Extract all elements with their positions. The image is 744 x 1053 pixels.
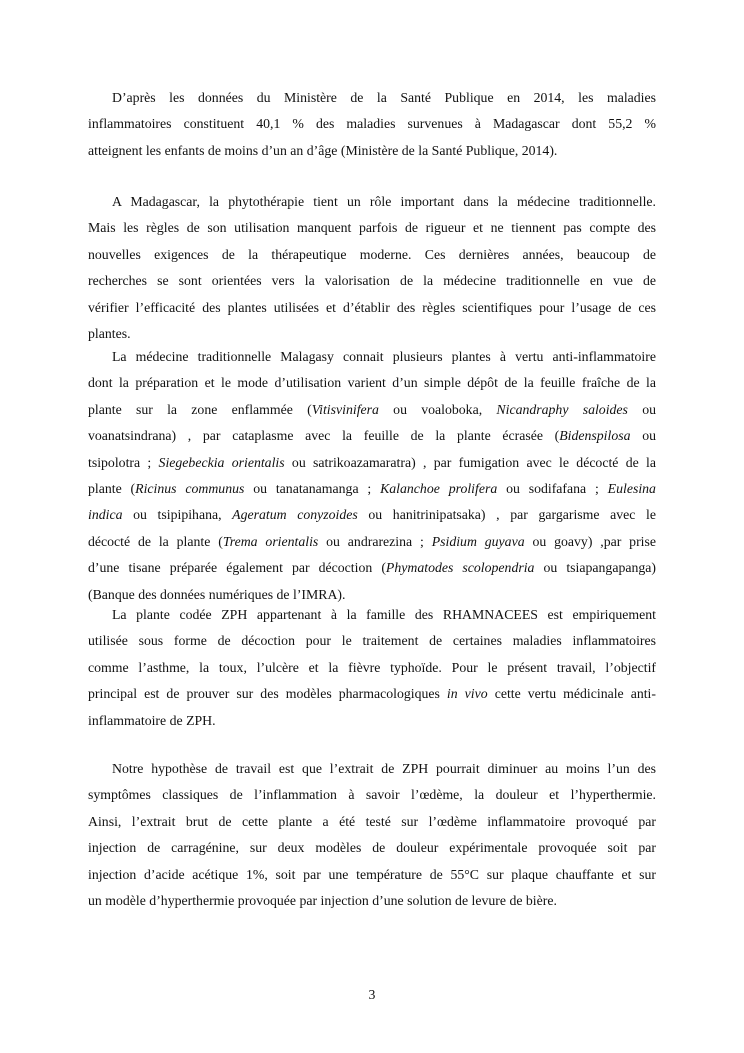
text-run: ou bbox=[630, 428, 656, 444]
text-line bbox=[88, 476, 656, 502]
text-run: Ainsi, l’extrait brut de cette plante a été testé sur l’œdème inflammatoire provoqué par bbox=[88, 813, 656, 829]
italic-species-name: in vivo bbox=[446, 686, 488, 702]
text-run: ou satrikoazamaratra) , par fumigation avec le décocté de la bbox=[284, 454, 656, 470]
text-line bbox=[88, 809, 656, 835]
italic-species-name: Eulesina bbox=[607, 481, 656, 497]
text-run: nouvelles exigences de la thérapeutique moderne. Ces dernières années, beaucoup de bbox=[88, 246, 656, 262]
text-line bbox=[88, 862, 656, 888]
text-run: vérifier l’efficacité des plantes utilisées et d’établir des règles scientifiques pour l’usage de ces bbox=[88, 299, 656, 315]
text-line bbox=[88, 835, 656, 861]
text-run: décocté de la plante ( bbox=[88, 533, 223, 549]
text-run: inflammatoires constituent 40,1 % des maladies survenues à Madagascar dont 55,2 % bbox=[88, 116, 656, 132]
italic-species-name: Nicandraphy saloides bbox=[496, 401, 628, 417]
text-run: atteignent les enfants de moins d’un an d’âge (Ministère de la Santé Publique, 2014). bbox=[88, 142, 558, 158]
text-run: cette vertu médicinale anti- bbox=[487, 686, 656, 702]
text-line bbox=[88, 756, 656, 782]
italic-species-name: Trema orientalis bbox=[222, 533, 319, 549]
text-run: (Banque des données numériques de l’IMRA). bbox=[88, 586, 346, 602]
text-run: Notre hypothèse de travail est que l’extrait de ZPH pourrait diminuer au moins l’un des bbox=[112, 761, 656, 776]
text-run: La plante codée ZPH appartenant à la famille des RHAMNACEES est empiriquement bbox=[112, 607, 656, 622]
text-line bbox=[88, 370, 656, 396]
text-line bbox=[88, 555, 656, 581]
text-run: comme l’asthme, la toux, l’ulcère et la fièvre typhoïde. Pour le présent travail, l’objectif bbox=[88, 659, 656, 675]
text-line bbox=[88, 529, 656, 555]
italic-species-name: indica bbox=[88, 507, 123, 523]
italic-species-name: Phymatodes scolopendria bbox=[385, 560, 535, 576]
text-line bbox=[88, 681, 656, 707]
text-line bbox=[88, 111, 656, 137]
text-line bbox=[88, 450, 656, 476]
text-run: symptômes classiques de l’inflammation à savoir l’œdème, la douleur et l’hyperthermie. bbox=[88, 787, 656, 803]
text-run: ou voaloboka, bbox=[378, 401, 497, 417]
text-line bbox=[88, 708, 656, 734]
text-run: ou tsipipihana, bbox=[122, 507, 233, 523]
text-run: voanatsindrana) , par cataplasme avec la feuille de la plante écrasée ( bbox=[88, 428, 560, 444]
text-run: recherches se sont orientées vers la valorisation de la médecine traditionnelle en vue de bbox=[88, 273, 656, 289]
text-run: ou hanitrinipatsaka) , par gargarisme avec le bbox=[357, 507, 656, 523]
text-line bbox=[88, 423, 656, 449]
text-run: ou tsiapangapanga) bbox=[534, 560, 656, 576]
text-run: ou goavy) ,par prise bbox=[524, 533, 656, 549]
text-run: injection d’acide acétique 1%, soit par une température de 55°C sur plaque chauffante et sur bbox=[88, 866, 656, 882]
text-run: plantes. bbox=[88, 326, 131, 342]
text-run: Mais les règles de son utilisation manquent parfois de rigueur et ne tiennent pas compte des bbox=[88, 220, 656, 236]
text-line bbox=[88, 85, 656, 111]
text-line bbox=[88, 344, 656, 370]
text-line bbox=[88, 138, 656, 164]
text-run: A Madagascar, la phytothérapie tient un rôle important dans la médecine traditionnelle. bbox=[112, 194, 656, 209]
paragraph-hypothesis bbox=[88, 756, 656, 914]
italic-species-name: Ricinus communus bbox=[135, 481, 245, 497]
text-line bbox=[88, 502, 656, 528]
page-number: 3 bbox=[368, 987, 376, 1002]
text-run: tsipolotra ; bbox=[88, 454, 159, 470]
text-line bbox=[88, 295, 656, 321]
text-line bbox=[88, 397, 656, 423]
paragraph-zph-plant bbox=[88, 602, 656, 734]
text-run: principal est de prouver sur des modèles pharmacologiques bbox=[88, 686, 447, 702]
text-run: injection de carragénine, sur deux modèles de douleur expérimentale provoquée soit par bbox=[88, 840, 656, 856]
text-run: ou bbox=[627, 401, 656, 417]
italic-species-name: Psidium guyava bbox=[431, 533, 525, 549]
text-line bbox=[88, 268, 656, 294]
text-run: plante ( bbox=[88, 481, 136, 497]
text-run: inflammatoire de ZPH. bbox=[88, 712, 216, 728]
text-run: D’après les données du Ministère de la Santé Publique en 2014, les maladies bbox=[112, 90, 656, 105]
italic-species-name: Kalanchoe prolifera bbox=[380, 481, 498, 497]
text-line bbox=[88, 888, 656, 914]
text-run: d’une tisane préparée également par décoction ( bbox=[88, 560, 386, 576]
italic-species-name: Vitisvinifera bbox=[311, 401, 379, 417]
text-line bbox=[88, 242, 656, 268]
text-run: La médecine traditionnelle Malagasy connait plusieurs plantes à vertu anti-inflammatoire bbox=[112, 349, 656, 364]
text-run: ou sodifafana ; bbox=[497, 481, 608, 497]
text-line bbox=[88, 628, 656, 654]
text-run: un modèle d’hyperthermie provoquée par injection d’une solution de levure de bière. bbox=[88, 893, 557, 909]
text-run: ou tanatanamanga ; bbox=[244, 481, 381, 497]
text-run: plante sur la zone enflammée ( bbox=[88, 401, 312, 417]
text-run: utilisée sous forme de décoction pour le traitement de certaines maladies inflammatoires bbox=[88, 633, 656, 649]
text-line bbox=[88, 782, 656, 808]
text-line bbox=[88, 189, 656, 215]
text-line bbox=[88, 602, 656, 628]
paragraph-phytotherapy bbox=[88, 189, 656, 347]
text-line bbox=[88, 215, 656, 241]
italic-species-name: Ageratum conyzoides bbox=[232, 507, 358, 523]
paragraph-traditional-plants bbox=[88, 344, 656, 608]
italic-species-name: Bidenspilosa bbox=[559, 428, 631, 444]
text-run: dont la préparation et le mode d’utilisation varient d’un simple dépôt de la feuille fraîche de la bbox=[88, 375, 656, 391]
text-line bbox=[88, 655, 656, 681]
text-run: ou andrarezina ; bbox=[318, 533, 432, 549]
italic-species-name: Siegebeckia orientalis bbox=[158, 454, 285, 470]
paragraph-statistics bbox=[88, 85, 656, 164]
